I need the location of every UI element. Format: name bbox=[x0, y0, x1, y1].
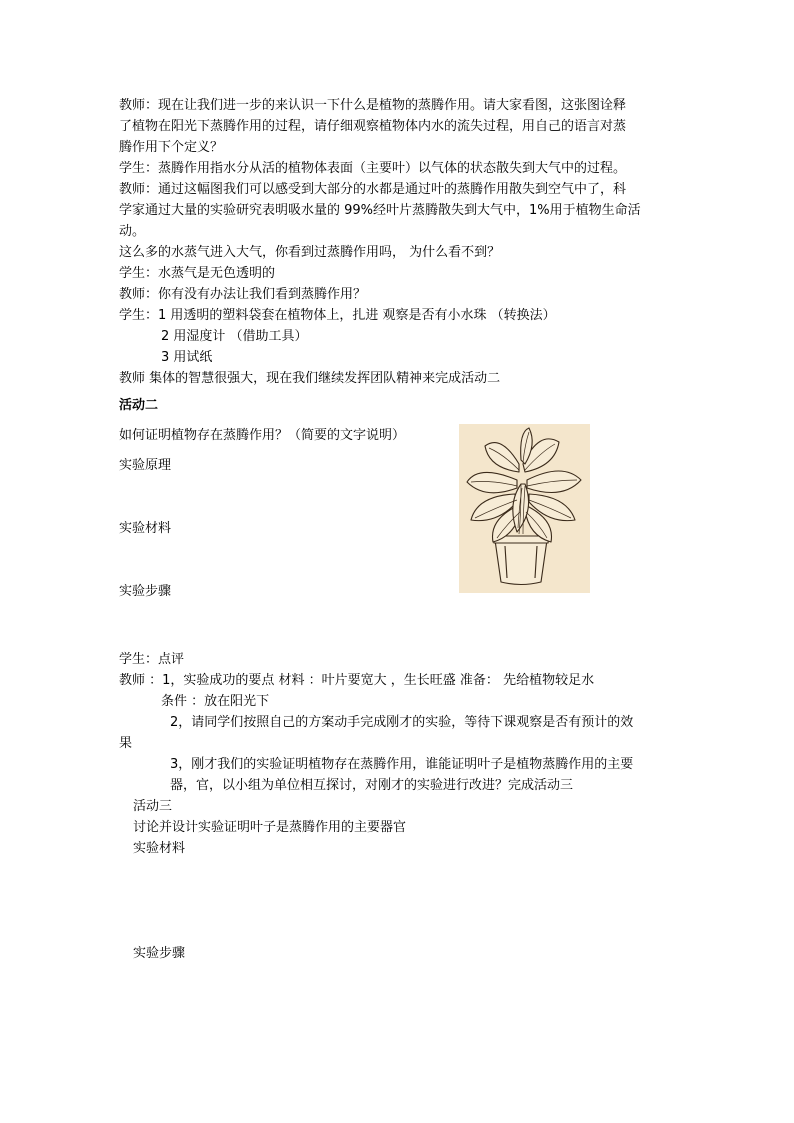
potted-plant-illustration bbox=[459, 424, 590, 593]
activity3-steps-label: 实验步骤 bbox=[133, 946, 186, 961]
teacher-note-2-line1: 2，请同学们按照自己的方案动手完成刚才的实验，等待下课观察是否有预计的效 bbox=[170, 715, 634, 730]
paragraph-teacher-explanation-line2: 学家通过大量的实验研究表明吸水量的 99%经叶片蒸腾散失到大气中，1%用于植物生命活 bbox=[119, 203, 641, 218]
paragraph-teacher-intro-line3: 腾作用下个定义？ bbox=[119, 140, 224, 155]
paragraph-teacher-explanation-line3: 动。 bbox=[119, 224, 146, 239]
activity2-question: 如何证明植物存在蒸腾作用？（简要的文字说明） bbox=[119, 428, 406, 443]
teacher-note-1-line1: 教师 ：1，实验成功的要点 材料 ：叶片要宽大 ，生长旺盛 准备： 先给植物较足水 bbox=[119, 673, 595, 688]
activity3-heading: 活动三 bbox=[133, 799, 173, 814]
teacher-question: 教师：你有没有办法让我们看到蒸腾作用？ bbox=[119, 287, 367, 302]
student-method-3: 3 用试纸 bbox=[161, 350, 213, 365]
paragraph-teacher-intro-line1: 教师：现在让我们进一步的来认识一下什么是植物的蒸腾作用。请大家看图，这张图诠释 bbox=[119, 98, 627, 113]
teacher-note-3-line2: 器，官，以小组为单位相互探讨，对刚才的实验进行改进？完成活动三 bbox=[170, 778, 574, 793]
student-answer: 学生：水蒸气是无色透明的 bbox=[119, 266, 276, 281]
student-method-1: 学生：1 用透明的塑料袋套在植物体上，扎进 观察是否有小水珠 （转换法） bbox=[119, 308, 556, 323]
question-line: 这么多的水蒸气进入大气，你看到过蒸腾作用吗， 为什么看不到？ bbox=[119, 245, 501, 260]
paragraph-teacher-explanation-line1: 教师：通过这幅图我们可以感受到大部分的水都是通过叶的蒸腾作用散失到空气中了，科 bbox=[119, 182, 627, 197]
teacher-note-3-line1: 3，刚才我们的实验证明植物存在蒸腾作用，谁能证明叶子是植物蒸腾作用的主要 bbox=[170, 757, 634, 772]
activity3-materials-label: 实验材料 bbox=[133, 841, 186, 856]
activity2-principle-label: 实验原理 bbox=[119, 458, 172, 473]
activity2-materials-label: 实验材料 bbox=[119, 521, 172, 536]
activity3-task: 讨论并设计实验证明叶子是蒸腾作用的主要器官 bbox=[133, 820, 407, 835]
activity2-steps-label: 实验步骤 bbox=[119, 584, 172, 599]
potted-plant-icon bbox=[459, 424, 590, 593]
student-method-2: 2 用湿度计 （借助工具） bbox=[161, 329, 308, 344]
paragraph-student-definition: 学生：蒸腾作用指水分从活的植物体表面（主要叶）以气体的状态散失到大气中的过程。 bbox=[119, 161, 627, 176]
activity2-heading: 活动二 bbox=[119, 398, 159, 413]
teacher-note-1-line2: 条件 ：放在阳光下 bbox=[161, 694, 270, 709]
paragraph-teacher-intro-line2: 了植物在阳光下蒸腾作用的过程，请仔细观察植物体内水的流失过程，用自己的语言对蒸 bbox=[119, 119, 627, 134]
student-review: 学生：点评 bbox=[119, 652, 185, 667]
teacher-comment: 教师 集体的智慧很强大，现在我们继续发挥团队精神来完成活动二 bbox=[119, 371, 501, 386]
teacher-note-2-line2: 果 bbox=[119, 736, 133, 751]
